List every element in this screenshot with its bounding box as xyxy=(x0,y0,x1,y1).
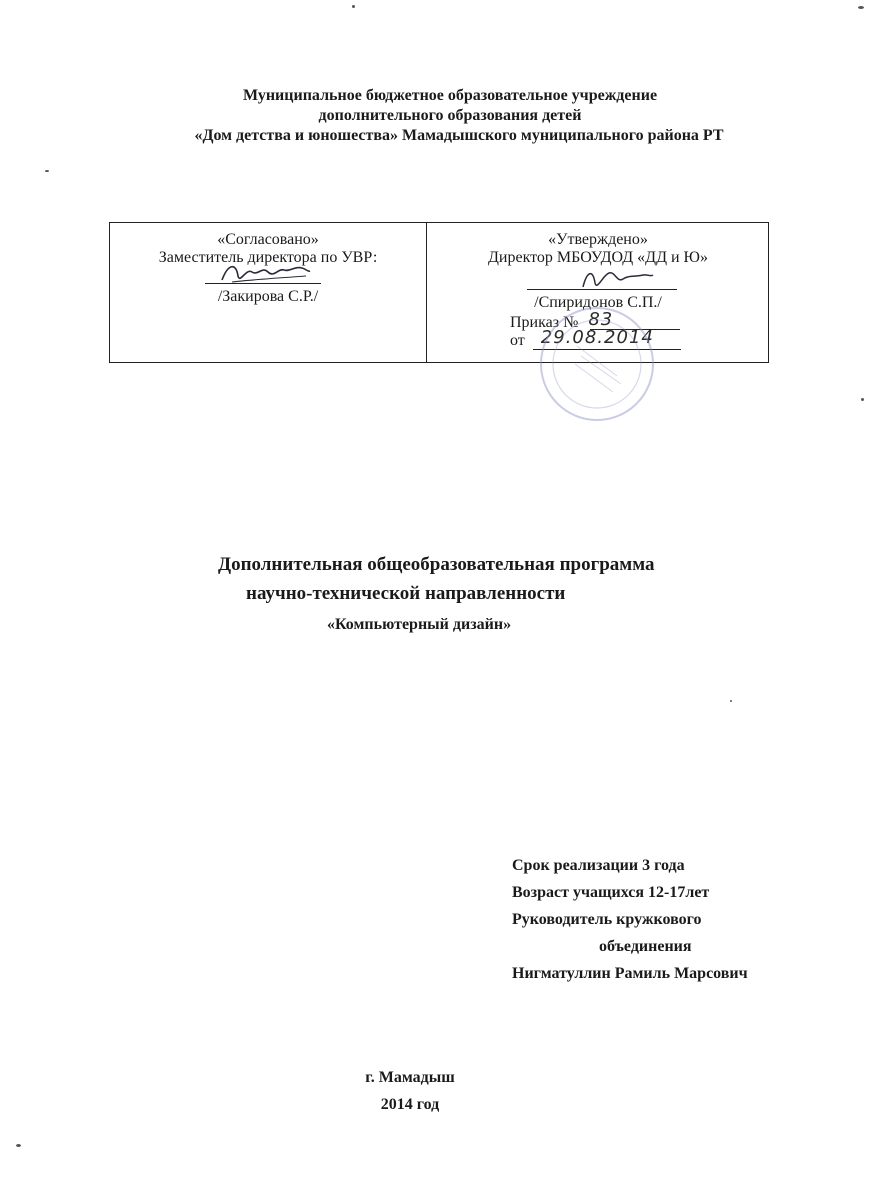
program-name: «Компьютерный дизайн» xyxy=(327,616,512,633)
order-number: 83 xyxy=(588,309,614,330)
program-line-2: научно-технической направленности xyxy=(246,583,566,604)
scan-speck xyxy=(861,398,864,401)
header-line-1: Муниципальное бюджетное образовательное учреждение xyxy=(242,87,658,104)
approved-position: Директор МБОУДОД «ДД и Ю» xyxy=(487,249,708,266)
info-leader-label: Руководитель кружкового xyxy=(512,911,702,928)
info-term: Срок реализации 3 года xyxy=(512,857,685,874)
agreed-label: «Согласовано» xyxy=(217,231,319,248)
scan-speck xyxy=(45,170,49,172)
info-leader-label-2: объединения xyxy=(599,938,692,955)
date-label: от xyxy=(510,332,525,349)
scan-speck xyxy=(858,6,864,9)
agreed-cell xyxy=(110,223,427,363)
approved-label: «Утверждено» xyxy=(548,231,648,248)
header-line-3: «Дом детства и юношества» Мамадышского муниципального района РТ xyxy=(194,127,724,144)
footer-year: 2014 год xyxy=(380,1096,440,1113)
institution-header xyxy=(60,86,840,146)
approved-signature xyxy=(577,263,657,293)
scan-speck xyxy=(16,1144,21,1147)
program-info xyxy=(512,852,832,987)
approval-table xyxy=(109,222,769,363)
document-footer xyxy=(300,1064,520,1118)
official-stamp xyxy=(517,306,667,426)
header-line-2: дополнительного образования детей xyxy=(318,107,582,124)
approved-name: /Спиридонов С.П./ xyxy=(534,294,662,311)
info-age: Возраст учащихся 12-17лет xyxy=(512,884,710,901)
agreed-name: /Закирова С.Р./ xyxy=(217,288,319,305)
program-line-1: Дополнительная общеобразовательная программа xyxy=(218,554,655,575)
footer-city: г. Мамадыш xyxy=(365,1069,455,1086)
agreed-position: Заместитель директора по УВР: xyxy=(158,249,378,266)
agreed-signature xyxy=(218,258,313,288)
order-label: Приказ № xyxy=(510,314,579,331)
date-value: 29.08.2014 xyxy=(540,327,654,348)
scan-speck xyxy=(352,5,355,8)
info-leader-name: Нигматуллин Рамиль Марсович xyxy=(512,965,748,982)
scan-speck xyxy=(730,700,732,702)
